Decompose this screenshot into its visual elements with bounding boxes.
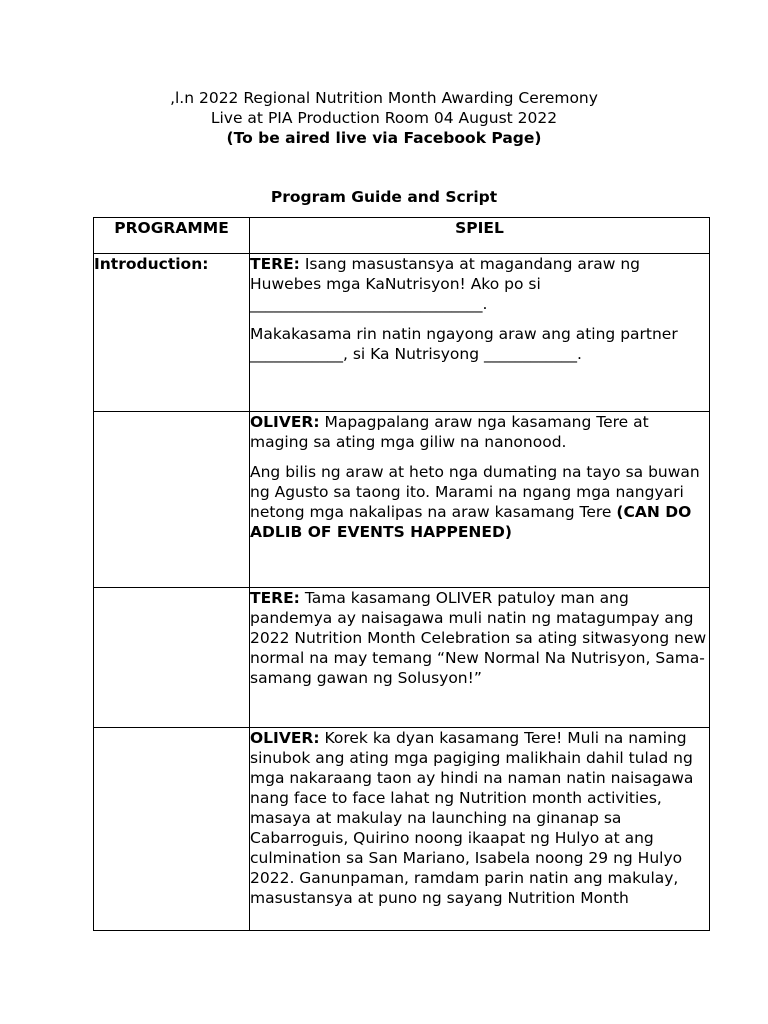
- spiel-text: Ang bilis ng araw at heto nga dumating na tayo sa buwan ng Agusto sa taong ito. Marami na ngang mga nangyari netong mga nakalipas na araw kasamang Tere: [250, 463, 700, 521]
- programme-cell: [94, 728, 250, 931]
- table-row: [94, 728, 710, 931]
- spiel-cell: [250, 412, 710, 588]
- document-header: [0, 88, 768, 148]
- table-row: [94, 588, 710, 728]
- spiel-paragraph: [250, 462, 709, 542]
- spiel-cell: [250, 254, 710, 412]
- broadcast-note: (To be aired live via Facebook Page): [226, 129, 542, 147]
- spiel-text: Isang masustansya at magandang araw ng Huwebes mga KaNutrisyon! Ako po si ______________________________.: [250, 255, 641, 313]
- table-row: [94, 254, 710, 412]
- spiel-text: Korek ka dyan kasamang Tere! Muli na naming sinubok ang ating mga pagiging malikhain dahil tulad ng mga nakaraang taon ay hindi na naman natin naisagawa nang face to face lahat ng Nutrition month activities, masaya at makulay na launching na ginanap sa Cabarroguis, Quirino noong ikaapat ng Hulyo at ang culmination sa San Mariano, Isabela noong 29 ng Hulyo 2022. Ganunpaman, ramdam parin natin ang makulay, masustansya at puno ng sayang Nutrition Month: [250, 729, 694, 907]
- table-row: [94, 412, 710, 588]
- script-table: [93, 217, 710, 931]
- programme-column-header: PROGRAMME: [94, 218, 250, 254]
- programme-cell: [94, 412, 250, 588]
- spiel-paragraph: [250, 728, 709, 908]
- spiel-paragraph: [250, 412, 709, 452]
- speaker-label: TERE:: [250, 255, 300, 273]
- spiel-paragraph: [250, 588, 709, 688]
- spiel-text: Makakasama rin natin ngayong araw ang ating partner ____________, si Ka Nutrisyong ____________.: [250, 325, 678, 363]
- adlib-note: (CAN DO ADLIB OF EVENTS HAPPENED): [250, 503, 692, 541]
- spiel-cell: [250, 588, 710, 728]
- event-venue-date: Live at PIA Production Room 04 August 2022: [210, 109, 558, 127]
- spiel-cell: [250, 728, 710, 931]
- speaker-label: OLIVER:: [250, 729, 320, 747]
- table-header-row: [94, 218, 710, 254]
- programme-cell: Introduction:: [94, 254, 250, 412]
- program-title: Program Guide and Script: [270, 188, 498, 206]
- spiel-paragraph: [250, 324, 709, 364]
- spiel-text: Tama kasamang OLIVER patuloy man ang pandemya ay naisagawa muli natin ng matagumpay ang 2022 Nutrition Month Celebration sa ating sitwasyong new normal na may temang “New Normal Na Nutrisyon, Sama-samang gawan ng Solusyon!”: [250, 589, 707, 687]
- event-title: ,l.n 2022 Regional Nutrition Month Awarding Ceremony: [170, 89, 598, 107]
- speaker-label: TERE:: [250, 589, 300, 607]
- spiel-text: Mapagpalang araw nga kasamang Tere at maging sa ating mga giliw na nanonood.: [250, 413, 649, 451]
- spiel-paragraph: [250, 254, 709, 314]
- programme-cell: [94, 588, 250, 728]
- speaker-label: OLIVER:: [250, 413, 320, 431]
- spiel-column-header: SPIEL: [250, 218, 710, 254]
